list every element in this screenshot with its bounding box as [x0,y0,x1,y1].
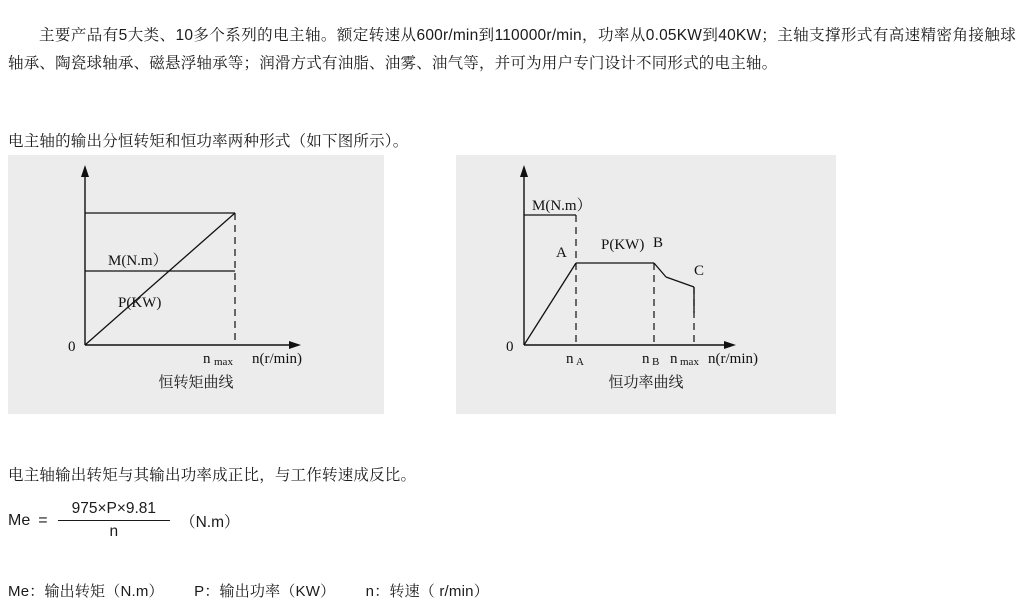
torque-label-left: M(N.m） [108,253,168,269]
formula-lhs: Me [8,511,31,529]
figure-caption-constant-torque: 恒转矩曲线 [158,374,234,391]
point-a-label: A [556,245,567,261]
nb-label: n [642,351,650,367]
figure-caption-constant-power: 恒功率曲线 [608,374,684,391]
origin-label-left: 0 [68,339,76,355]
output-forms-paragraph: 电主轴的输出分恒转矩和恒功率两种形式（如下图所示）。 [8,132,409,150]
figure-constant-torque [8,155,384,414]
formula-equals: = [38,511,48,529]
point-b-label: B [653,235,664,251]
nb-subscript: B [652,356,660,368]
nmax-subscript-right: max [680,356,699,368]
formula-unit: （N.m） [180,513,240,531]
origin-label-right: 0 [506,339,514,355]
legend-item-p: P：输出功率（KW） [194,583,336,600]
formula-legend [8,578,1008,606]
legend-item-n: n：转速（ r/min） [365,583,489,600]
nmax-subscript-left: max [214,356,233,368]
na-label: n [566,351,574,367]
figures-container [8,155,1016,414]
x-axis-label-right: n(r/min) [708,351,758,367]
nmax-label-right: n [670,351,678,367]
x-axis-label-left: n(r/min) [252,351,302,367]
nmax-label-left: n [203,351,211,367]
formula-denominator: n [109,523,119,540]
torque-formula [8,500,239,541]
formula-numerator: 975×P×9.81 [71,500,157,517]
torque-label-right: M(N.m） [532,198,592,214]
constant-power-diagram [456,155,836,370]
intro-paragraph: 主要产品有5大类、10多个系列的电主轴。额定转速从600r/min到110000r/min，功率从0.05KW到40KW；主轴支撑形式有高速精密角接触球轴承、陶瓷球轴承、磁悬浮轴承等；润滑方式有油脂、油雾、油气等，并可为用户专门设计不同形式的电主轴。 [8,26,1016,72]
point-c-label: C [694,263,705,279]
legend-item-me: Me：输出转矩（N.m） [8,583,164,600]
na-subscript: A [576,356,584,368]
figure-constant-power [456,155,836,414]
proportion-paragraph: 电主轴输出转矩与其输出功率成正比，与工作转速成反比。 [8,466,417,484]
constant-torque-diagram [8,155,384,370]
power-label-left: P(KW) [118,295,162,311]
power-label-right: P(KW) [601,237,645,253]
formula-fraction [58,500,170,541]
